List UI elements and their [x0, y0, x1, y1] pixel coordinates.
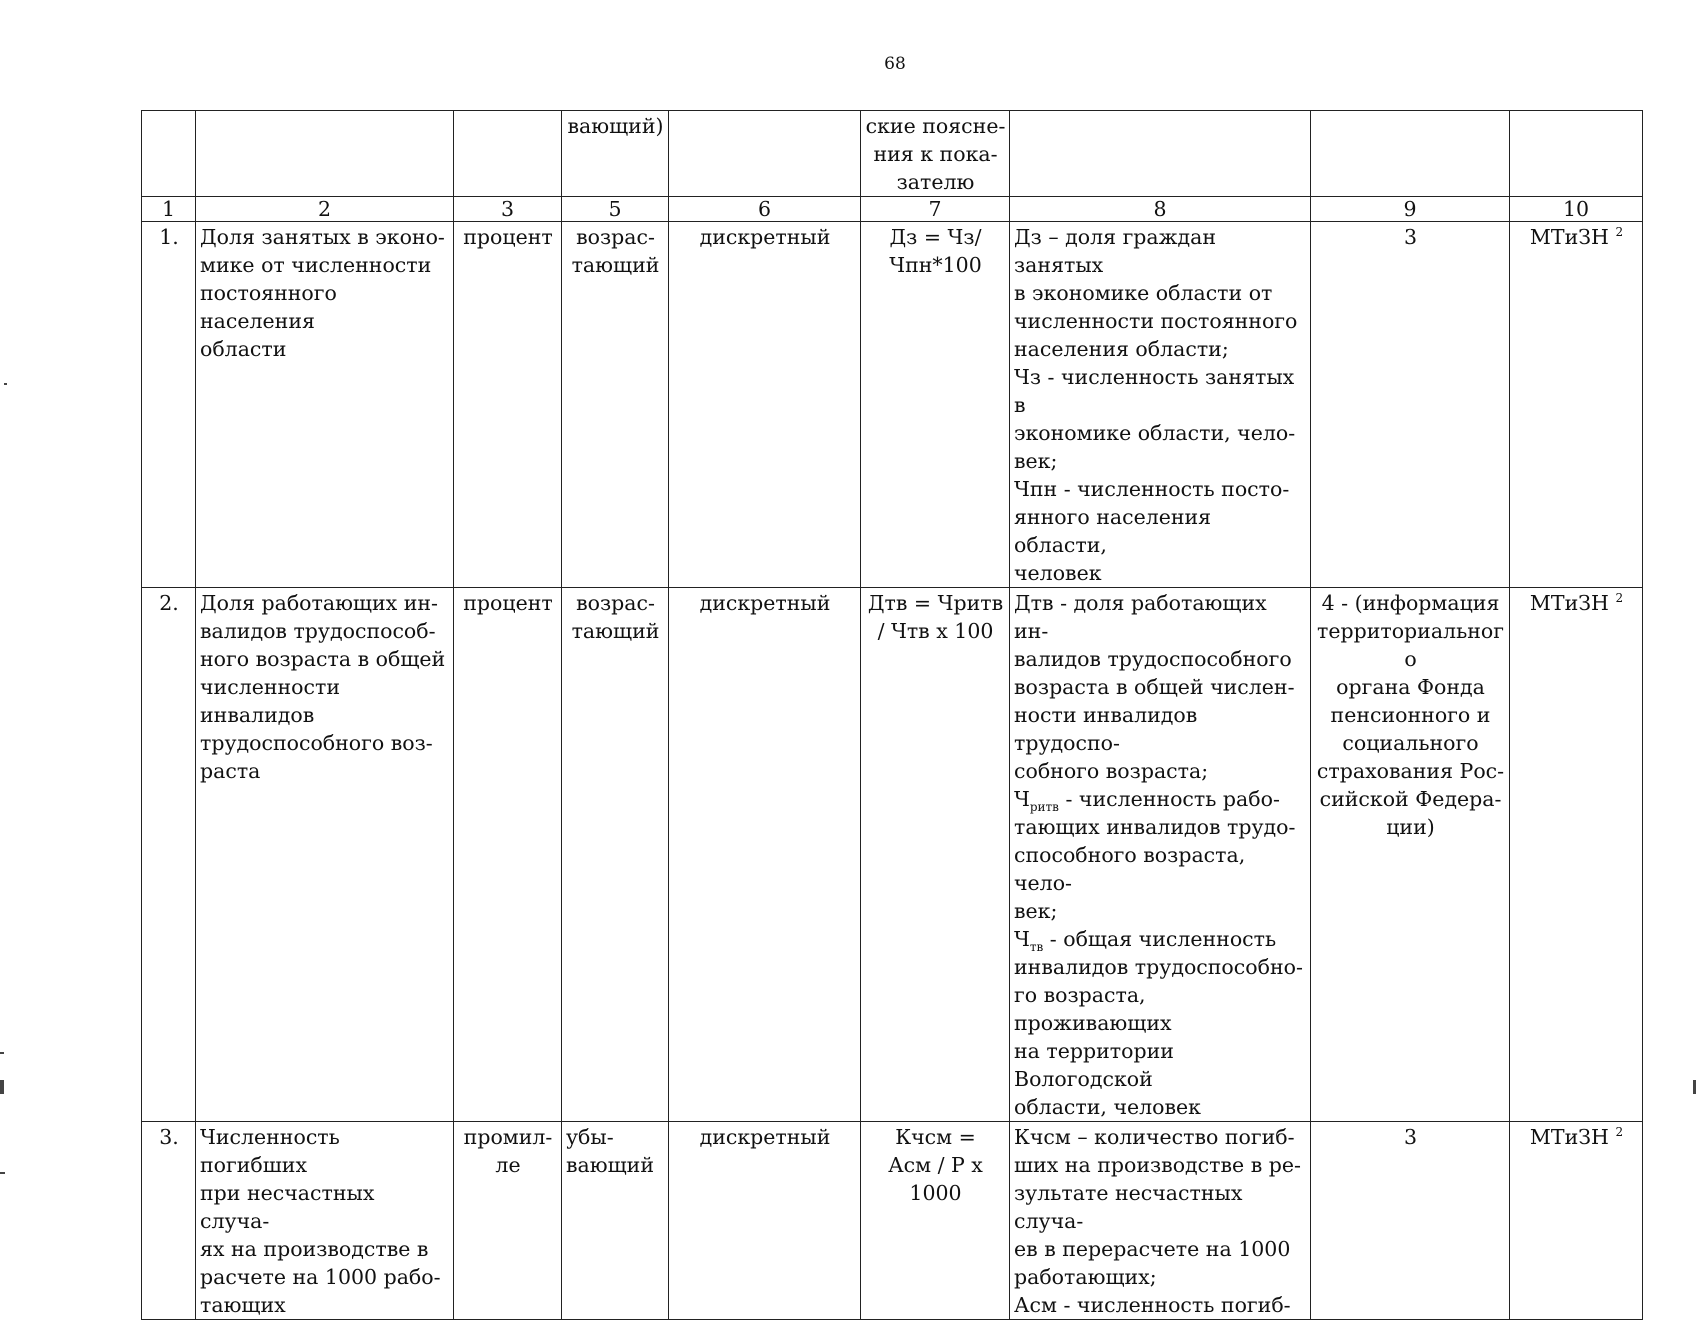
header-cell — [1510, 111, 1643, 197]
scan-edge-mark — [0, 1080, 4, 1094]
column-numbers-row — [142, 197, 1643, 222]
responsible-label: МТиЗН — [1529, 1125, 1609, 1149]
row-number: 3. — [142, 1122, 196, 1320]
indicator-name: Доля работающих ин- валидов трудоспособ- ного возраста в общей численности инвалидов трудоспособного воз- раста — [196, 588, 454, 1122]
indicator-explanation — [1010, 588, 1311, 1122]
table-row — [142, 1122, 1643, 1320]
column-number: 9 — [1311, 197, 1510, 222]
responsible-label: МТиЗН — [1529, 225, 1609, 249]
explanation-part: - общая численность инвалидов трудоспособно- го возраста, проживающих на территории Вологодской области, человек — [1014, 927, 1303, 1119]
indicator-responsible — [1510, 1122, 1643, 1320]
column-number: 10 — [1510, 197, 1643, 222]
header-cell — [454, 111, 562, 197]
column-number: 5 — [562, 197, 669, 222]
explanation-part: Дтв - доля работающих ин- валидов трудоспособного возраста в общей числен- ности инвалидов трудоспо- собного возраста; — [1014, 591, 1295, 783]
indicator-explanation: Кчсм – количество погиб- ших на производстве в ре- зультате несчастных случа- ев в перерасчете на 1000 работающих; Асм - численность погиб- — [1010, 1122, 1311, 1320]
column-number: 1 — [142, 197, 196, 222]
indicator-formula: Дтв = Чритв / Чтв х 100 — [861, 588, 1010, 1122]
variable-subscript: тв — [1029, 940, 1044, 955]
indicator-name: Численность погибших при несчастных случа- ях на производстве в расчете на 1000 рабо- тающих — [196, 1122, 454, 1320]
header-cell — [669, 111, 861, 197]
indicator-type: дискретный — [669, 588, 861, 1122]
indicator-explanation: Дз – доля граждан занятых в экономике области от численности постоянного населения области; Чз - численность занятых в экономике области, чело- век; Чпн - численность посто- янного населения области, человек — [1010, 222, 1311, 588]
scan-edge-mark — [0, 1172, 5, 1174]
indicator-responsible — [1510, 588, 1643, 1122]
indicator-name: Доля занятых в эконо- мике от численности постоянного населения области — [196, 222, 454, 588]
responsible-label: МТиЗН — [1529, 591, 1609, 615]
variable-symbol: Ч — [1014, 927, 1030, 951]
header-cell — [1311, 111, 1510, 197]
row-number: 1. — [142, 222, 196, 588]
footnote-marker: 2 — [1615, 1125, 1624, 1140]
page-number: 68 — [884, 54, 906, 74]
indicator-type: дискретный — [669, 1122, 861, 1320]
header-cell-methodology: ские поясне- ния к пока- зателю — [861, 111, 1010, 197]
column-number: 6 — [669, 197, 861, 222]
indicator-responsible — [1510, 222, 1643, 588]
indicator-unit: процент — [454, 222, 562, 588]
indicator-unit: промил- ле — [454, 1122, 562, 1320]
scan-edge-mark — [4, 383, 7, 385]
indicator-type: дискретный — [669, 222, 861, 588]
footnote-marker: 2 — [1615, 225, 1624, 240]
column-number: 8 — [1010, 197, 1311, 222]
header-continuation-row — [142, 111, 1643, 197]
indicators-table — [141, 110, 1643, 1320]
indicator-direction: возрас- тающий — [562, 588, 669, 1122]
indicator-source: 4 - (информация территориального органа Фонда пенсионного и социального страхования Рос- сийской Федера- ции) — [1311, 588, 1510, 1122]
header-cell — [196, 111, 454, 197]
table-row — [142, 222, 1643, 588]
indicator-formula: Дз = Чз/ Чпн*100 — [861, 222, 1010, 588]
row-number: 2. — [142, 588, 196, 1122]
scan-edge-mark — [0, 1052, 4, 1054]
footnote-marker: 2 — [1615, 591, 1624, 606]
indicator-source: 3 — [1311, 222, 1510, 588]
indicator-formula: Кчсм = Асм / Р х 1000 — [861, 1122, 1010, 1320]
header-cell-direction: вающий) — [562, 111, 669, 197]
scan-edge-mark — [1693, 1080, 1696, 1094]
indicator-direction: возрас- тающий — [562, 222, 669, 588]
variable-symbol: Ч — [1014, 787, 1030, 811]
indicator-direction: убы- вающий — [562, 1122, 669, 1320]
indicator-source: 3 — [1311, 1122, 1510, 1320]
column-number: 3 — [454, 197, 562, 222]
variable-subscript: ритв — [1029, 800, 1059, 815]
column-number: 2 — [196, 197, 454, 222]
indicator-unit: процент — [454, 588, 562, 1122]
header-cell — [1010, 111, 1311, 197]
table-row — [142, 588, 1643, 1122]
header-cell — [142, 111, 196, 197]
column-number: 7 — [861, 197, 1010, 222]
explanation-part: - численность рабо- тающих инвалидов трудо- способного возраста, чело- век; — [1014, 787, 1296, 923]
